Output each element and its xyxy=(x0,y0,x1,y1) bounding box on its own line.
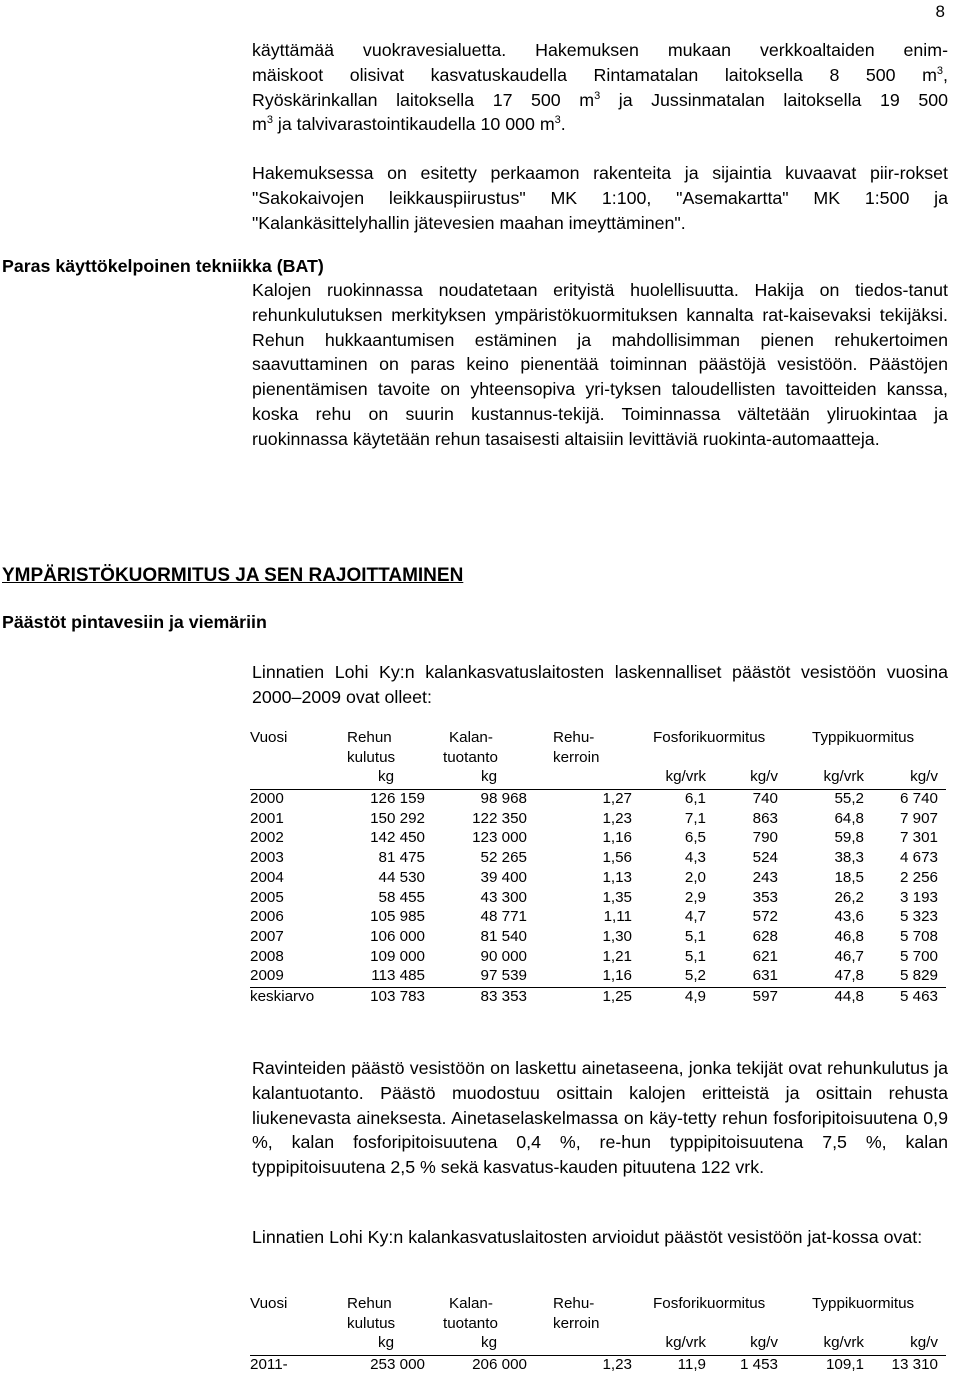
table-cell: 1,25 xyxy=(602,987,632,1005)
table-cell: 2004 xyxy=(250,868,284,886)
table-cell: 43 300 xyxy=(480,888,527,906)
table-cell: 43,6 xyxy=(834,908,864,926)
col-phosphorus-header: Fosforikuormitus xyxy=(653,729,766,746)
table-cell: 4,3 xyxy=(684,849,706,867)
table-cell: 621 xyxy=(752,947,778,965)
table-cell: 46,7 xyxy=(834,947,864,965)
table-cell: 2003 xyxy=(250,849,284,867)
table-cell: 1,35 xyxy=(602,888,632,906)
table-cell: 106 000 xyxy=(370,927,425,945)
sub-heading: Päästöt pintavesiin ja viemäriin xyxy=(2,612,267,632)
table-cell: 740 xyxy=(752,790,778,808)
table-cell: 2001 xyxy=(250,809,284,827)
table-row xyxy=(250,988,946,1008)
table-cell: 59,8 xyxy=(834,829,864,847)
table-cell: 2005 xyxy=(250,888,284,906)
table-cell: 1,23 xyxy=(602,1356,632,1374)
table-cell: 103 783 xyxy=(370,987,425,1005)
table-cell: 3 193 xyxy=(899,888,938,906)
table-cell: 90 000 xyxy=(480,947,527,965)
table-cell: 1 453 xyxy=(739,1356,778,1374)
table-row xyxy=(250,829,946,849)
table-cell: 5 708 xyxy=(899,927,938,945)
table-cell: 524 xyxy=(752,849,778,867)
table-cell: 109 000 xyxy=(370,947,425,965)
col-year-header: Vuosi xyxy=(250,729,288,746)
intro-table1: Linnatien Lohi Ky:n kalankasvatuslaitosten laskennalliset päästöt vesistöön vuosina 2000–2009 ovat olleet: xyxy=(252,662,948,707)
table-cell: 7 907 xyxy=(899,809,938,827)
paragraph-drawings: Hakemuksessa on esitetty perkaamon rakenteita ja sijaintia kuvaavat piir-rokset "Sakokaivojen leikkauspiirustus" MK 1:100, "Asemakartta" MK 1:500 ja "Kalankäsittelyhallin jätevesien maahan imeyttäminen". xyxy=(252,163,948,233)
emissions-table-future: Vuosi Rehun Kalan- Rehu- Fosforikuormitus Typpikuormitus kulutus tuotanto kerroin kg kg kg/vrk kg/v kg/vrk kg/v 2011- 253 000 206 000 1,23 11,9 1 453 109,1 13 310 xyxy=(250,1295,946,1374)
table-cell: 4,7 xyxy=(684,908,706,926)
table-cell: 2006 xyxy=(250,908,284,926)
table-cell: 81 475 xyxy=(378,849,425,867)
table-cell: 243 xyxy=(752,868,778,886)
table-cell: 39 400 xyxy=(480,868,527,886)
table-cell: 97 539 xyxy=(480,967,527,985)
table-cell: 6,5 xyxy=(684,829,706,847)
table-cell: 122 350 xyxy=(472,809,527,827)
table-row xyxy=(250,849,946,869)
table-row xyxy=(250,928,946,948)
para1-line1: käyttämää vuokravesialuetta. Hakemuksen mukaan verkkoaltaiden enim- xyxy=(252,40,948,60)
table-cell: 1,16 xyxy=(602,829,632,847)
table-cell: 597 xyxy=(752,987,778,1005)
table-row xyxy=(250,790,946,810)
table-row xyxy=(250,967,946,987)
table-cell: 64,8 xyxy=(834,809,864,827)
table-cell: 2008 xyxy=(250,947,284,965)
para1-line2: mäiskoot olisivat kasvatuskaudella Rintamatalan laitoksella 8 500 m xyxy=(252,64,937,85)
table-cell: 6,1 xyxy=(684,790,706,808)
side-heading-bat: Paras käyttökelpoinen tekniikka (BAT) xyxy=(2,256,324,276)
table-cell: 113 485 xyxy=(371,967,425,985)
section-heading: YMPÄRISTÖKUORMITUS JA SEN RAJOITTAMINEN xyxy=(2,565,464,586)
table-cell: 1,16 xyxy=(602,967,632,985)
table-cell: 6 740 xyxy=(899,790,938,808)
table-cell: 4 673 xyxy=(899,849,938,867)
table-cell: 631 xyxy=(752,967,778,985)
table-cell: 48 771 xyxy=(480,908,527,926)
table-cell: 2,0 xyxy=(684,868,706,886)
table-cell: 863 xyxy=(752,809,778,827)
table-cell: 5 323 xyxy=(899,908,938,926)
table-cell: 44,8 xyxy=(834,987,864,1005)
col-fish-header: Kalan- xyxy=(449,729,493,746)
table-cell: 83 353 xyxy=(480,987,527,1005)
table-cell: 5 700 xyxy=(899,947,938,965)
emissions-table-2000-2009: Vuosi Rehun Kalan- Rehu- Fosforikuormitus Typpikuormitus kulutus tuotanto kerroin kg kg kg/vrk kg/v kg/vrk kg/v 2000 126 159 98 968 1,27 6,1 740 55,2 6 740 2001 150 292 122 350 1,23 7,1 863 64,8 7 907 2002 142 450 123 000 1,16 6,5 790 59,8 7 301 2003 81 475 52 265 1,56 4,3 524 38,3 4 673 2004 44 530 39 400 1,13 2,0 243 18,5 2 256 2005 58 455 43 300 1,35 2,9 353 26,2 3 193 2006 105 985 48 771 1,11 4,7 572 43,6 5 323 2007 106 000 81 540 1,30 5,1 628 46,8 5 708 2008 109 000 90 000 1,21 5,1 621 46,7 5 700 2009 113 485 97 539 1,16 5,2 631 47,8 5 829 keskiarvo 103 783 83 353 1,25 4,9 597 44,8 5 463 xyxy=(250,729,946,1006)
table-cell: 38,3 xyxy=(834,849,864,867)
table-cell: 81 540 xyxy=(480,927,527,945)
table-cell: 13 310 xyxy=(891,1356,938,1374)
table-row xyxy=(250,908,946,928)
table-row xyxy=(250,889,946,909)
col-nitrogen-header: Typpikuormitus xyxy=(812,729,915,746)
table-cell: 126 159 xyxy=(370,790,425,808)
table-cell: 2000 xyxy=(250,790,284,808)
col-factor-header: Rehu- xyxy=(553,729,595,746)
table-cell: 7 301 xyxy=(899,829,938,847)
table-cell: 5,2 xyxy=(684,967,706,985)
table-cell: 5,1 xyxy=(684,947,706,965)
table-cell: 5 829 xyxy=(899,967,938,985)
table-cell: 1,11 xyxy=(603,908,632,926)
table-cell: 253 000 xyxy=(370,1356,425,1374)
table-cell: 1,30 xyxy=(602,927,632,945)
table-cell: keskiarvo xyxy=(250,987,315,1005)
col-feed-header: Rehun xyxy=(347,729,392,746)
table-cell: 1,56 xyxy=(602,849,632,867)
table-cell: 58 455 xyxy=(378,888,425,906)
table-cell: 1,27 xyxy=(602,790,632,808)
table-row xyxy=(250,810,946,830)
table-cell: 2009 xyxy=(250,967,284,985)
page-number: 8 xyxy=(935,2,945,21)
table-cell: 2011- xyxy=(250,1356,288,1374)
table-cell: 142 450 xyxy=(370,829,425,847)
para1-line3a: Ryöskärinkallan laitoksella 17 500 m xyxy=(252,89,595,110)
table-row xyxy=(250,948,946,968)
paragraph-mass-balance: Ravinteiden päästö vesistöön on laskettu ainetaseena, jonka tekijät ovat rehunkulutus ja kalantuotanto. Päästö muodostuu osittain kalojen eritteistä ja osittain rehusta liukenevasta aineksesta. Ainetaselaskelmassa on käy-tetty rehun fosforipitoisuutena 0,9 %, kalan fosforipitoisuutena 0,4 %, re-hun typpipitoisuutena 7,5 %, kalan typpipitoisuutena 2,5 % sekä kasvatus-kauden pituutena 122 vrk. xyxy=(252,1058,948,1178)
table-cell: 206 000 xyxy=(472,1356,527,1374)
table-cell: 11,9 xyxy=(677,1356,706,1374)
table-cell: 52 265 xyxy=(480,849,527,867)
table-cell: 44 530 xyxy=(378,868,425,886)
table-cell: 572 xyxy=(752,908,778,926)
table-cell: 150 292 xyxy=(370,809,425,827)
table-cell: 109,1 xyxy=(825,1356,864,1374)
table-cell: 18,5 xyxy=(834,868,864,886)
para1-line3b: ja Jussinmatalan laitoksella 19 500 xyxy=(600,89,949,110)
para1-line4b: ja talvivarastointikaudella 10 000 m xyxy=(272,114,555,135)
table-cell: 26,2 xyxy=(834,888,864,906)
table-cell: 2002 xyxy=(250,829,284,847)
table-cell: 628 xyxy=(752,927,778,945)
table-cell: 46,8 xyxy=(834,927,864,945)
table-cell: 2,9 xyxy=(684,888,706,906)
table-cell: 4,9 xyxy=(684,987,706,1005)
table-cell: 790 xyxy=(752,829,778,847)
table-cell: 7,1 xyxy=(684,809,706,827)
table-cell: 2007 xyxy=(250,927,284,945)
table-cell: 123 000 xyxy=(472,829,527,847)
table-cell: 105 985 xyxy=(370,908,425,926)
table-cell: 1,23 xyxy=(602,809,632,827)
table-cell: 353 xyxy=(752,888,778,906)
table-cell: 47,8 xyxy=(834,967,864,985)
table-cell: 5 463 xyxy=(899,987,938,1005)
paragraph-bat: Kalojen ruokinnassa noudatetaan erityistä huolellisuutta. Hakija on tiedos-tanut rehunkulutuksen merkityksen ympäristökuormituksen kannalta rat-kaisevaksi tekijäksi. Rehun hukkaantumisen estäminen ja mahdollisimman pienen rehukertoimen saavuttaminen on paras keino pienentää toiminnan päästöjä vesistöön. Päästöjen pienentämisen tavoite on yhteensopiva yri-tyksen taloudellisten tavoitteiden kanssa, koska rehu on suurin kustannus-tekijä. Toiminnassa vältetään yliruokintaa ja ruokinnassa käytetään rehun tasaisesti altaisiin levittäviä ruokinta-automaatteja. xyxy=(252,280,948,449)
table-cell: 55,2 xyxy=(834,790,864,808)
table-row xyxy=(250,1356,946,1376)
table-cell: 1,13 xyxy=(602,868,632,886)
table-cell: 2 256 xyxy=(899,868,938,886)
table-row xyxy=(250,869,946,889)
paragraph-permit-sizes: käyttämää vuokravesialuetta. Hakemuksen mukaan verkkoaltaiden enim- mäiskoot olisivat kasvatuskaudella Rintamatalan laitoksella 8 500 $m^3$, Ryöskärinkallan laitoksella 17 500 $m^3$ ja Jussinmatalan laitoksella 19 500 $m^3$ ja talvivarastointikaudella 10 000 $m^3$. xyxy=(252,40,949,135)
table-cell: 1,21 xyxy=(602,947,632,965)
table-cell: 5,1 xyxy=(684,927,706,945)
table-cell: 98 968 xyxy=(480,790,527,808)
intro-table2: Linnatien Lohi Ky:n kalankasvatuslaitosten arvioidut päästöt vesistöön jat-kossa ovat: xyxy=(252,1227,923,1247)
